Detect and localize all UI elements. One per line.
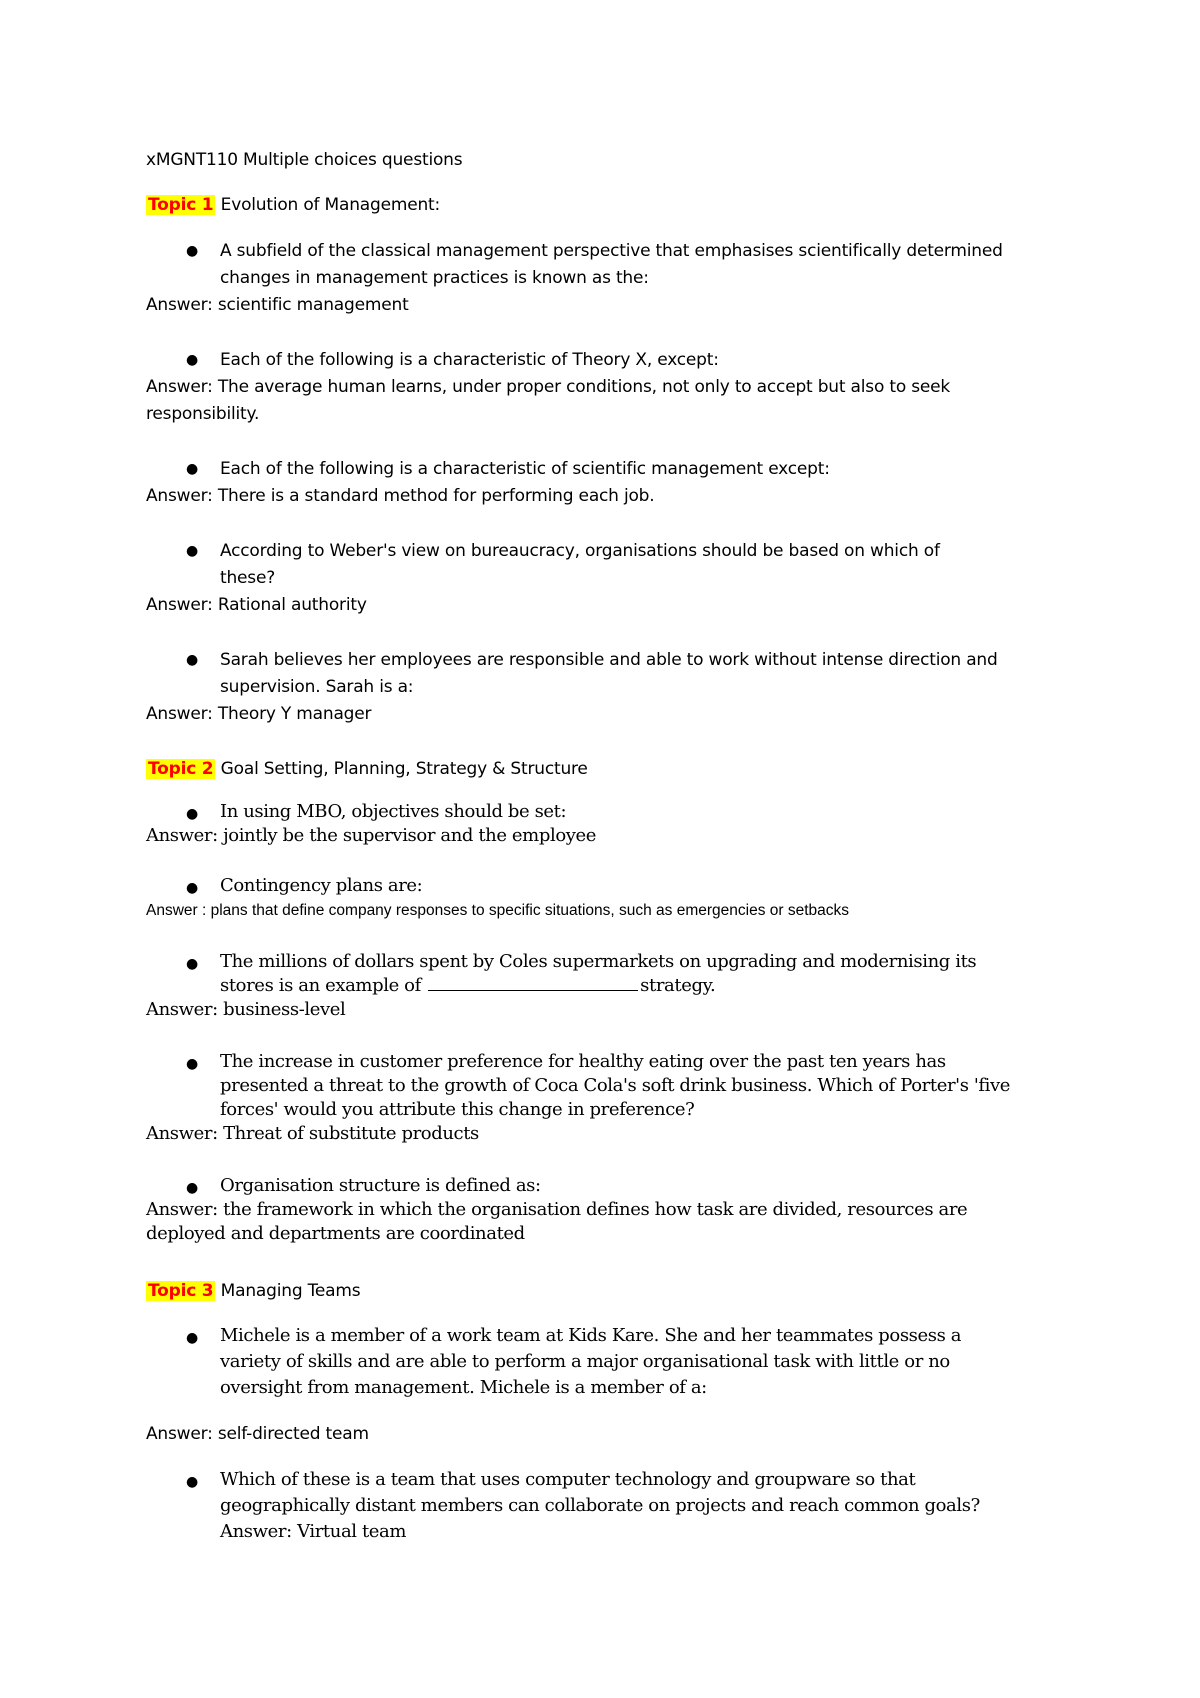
t2-q2-line1: Contingency plans are: [220, 875, 423, 896]
t3-q1-line2: variety of skills and are able to perform a major organisational task with little or no [220, 1351, 950, 1372]
topic-2-title: Goal Setting, Planning, Strategy & Structure [220, 759, 588, 779]
bullet-icon: ● [186, 352, 199, 368]
t1-q4-line2: these? [220, 568, 276, 588]
t3-q1-line1: Michele is a member of a work team at Kids Kare. She and her teammates possess a [220, 1325, 962, 1346]
t2-q4-line1: The increase in customer preference for healthy eating over the past ten years has [220, 1051, 946, 1072]
bullet-icon: ● [186, 243, 199, 259]
t2-q3-line1: The millions of dollars spent by Coles supermarkets on upgrading and modernising its [220, 951, 977, 972]
topic-1-title: Evolution of Management: [220, 195, 441, 215]
t2-q5-answer-line1: Answer: the framework in which the organisation defines how task are divided, resources are [146, 1199, 968, 1220]
t2-q4-answer: Answer: Threat of substitute products [146, 1123, 479, 1144]
t2-q2-answer: Answer : plans that define company responses to specific situations, such as emergencies or setbacks [146, 902, 850, 919]
t1-q2-answer-line1: Answer: The average human learns, under proper conditions, not only to accept but also to seek [146, 377, 951, 397]
t2-q4-line3: forces' would you attribute this change in preference? [220, 1099, 695, 1120]
bullet-icon: ● [186, 461, 199, 477]
bullet-icon: ● [186, 652, 199, 668]
t1-q4-line1: According to Weber's view on bureaucracy, organisations should be based on which of [220, 541, 940, 561]
topic-2-label: Topic 2 [148, 759, 214, 779]
answer-blank [428, 976, 638, 991]
t1-q4-answer: Answer: Rational authority [146, 595, 367, 615]
bullet-icon: ● [186, 806, 199, 822]
t1-q2-line1: Each of the following is a characteristic of Theory X, except: [220, 350, 719, 370]
t1-q5-line2: supervision. Sarah is a: [220, 677, 414, 697]
t1-q3-answer: Answer: There is a standard method for performing each job. [146, 486, 655, 506]
bullet-icon: ● [186, 543, 199, 559]
t3-q2-answer: Answer: Virtual team [220, 1521, 407, 1542]
bullet-icon: ● [186, 956, 199, 972]
t2-q5-line1: Organisation structure is defined as: [220, 1175, 541, 1196]
t3-q2-line2: geographically distant members can collaborate on projects and reach common goals? [220, 1495, 980, 1516]
t2-q3-line2 [220, 975, 715, 996]
topic-3-label: Topic 3 [148, 1281, 214, 1301]
bullet-icon: ● [186, 1056, 199, 1072]
topic-1-heading [146, 195, 440, 215]
bullet-icon: ● [186, 1474, 199, 1490]
bullet-icon: ● [186, 880, 199, 896]
t2-q5-answer-line2: deployed and departments are coordinated [146, 1223, 525, 1244]
topic-3-heading [146, 1281, 360, 1301]
t3-q1-line3: oversight from management. Michele is a member of a: [220, 1377, 707, 1398]
t1-q1-answer: Answer: scientific management [146, 295, 409, 315]
topic-1-label: Topic 1 [148, 195, 214, 215]
t2-q1-line1: In using MBO, objectives should be set: [220, 801, 567, 822]
bullet-icon: ● [186, 1180, 199, 1196]
t1-q3-line1: Each of the following is a characteristic of scientific management except: [220, 459, 830, 479]
topic-2-heading [146, 759, 588, 779]
t1-q5-answer: Answer: Theory Y manager [146, 704, 372, 724]
bullet-icon: ● [186, 1330, 199, 1346]
t2-q3-line2-start: stores is an example of [220, 975, 421, 996]
document-title: xMGNT110 Multiple choices questions [146, 150, 463, 170]
t1-q2-answer-line2: responsibility. [146, 404, 260, 424]
t1-q1-line2: changes in management practices is known as the: [220, 268, 649, 288]
t2-q1-answer: Answer: jointly be the supervisor and the employee [146, 825, 597, 846]
t3-q1-answer: Answer: self-directed team [146, 1424, 369, 1444]
t2-q3-line2-end: strategy. [640, 975, 716, 996]
t2-q3-answer: Answer: business-level [146, 999, 346, 1020]
t1-q5-line1: Sarah believes her employees are responsible and able to work without intense direction and [220, 650, 998, 670]
t3-q2-line1: Which of these is a team that uses computer technology and groupware so that [220, 1469, 916, 1490]
topic-3-title: Managing Teams [220, 1281, 361, 1301]
t1-q1-line1: A subfield of the classical management perspective that emphasises scientifically determined [220, 241, 1003, 261]
t2-q4-line2: presented a threat to the growth of Coca Cola's soft drink business. Which of Porter's 'five [220, 1075, 1011, 1096]
